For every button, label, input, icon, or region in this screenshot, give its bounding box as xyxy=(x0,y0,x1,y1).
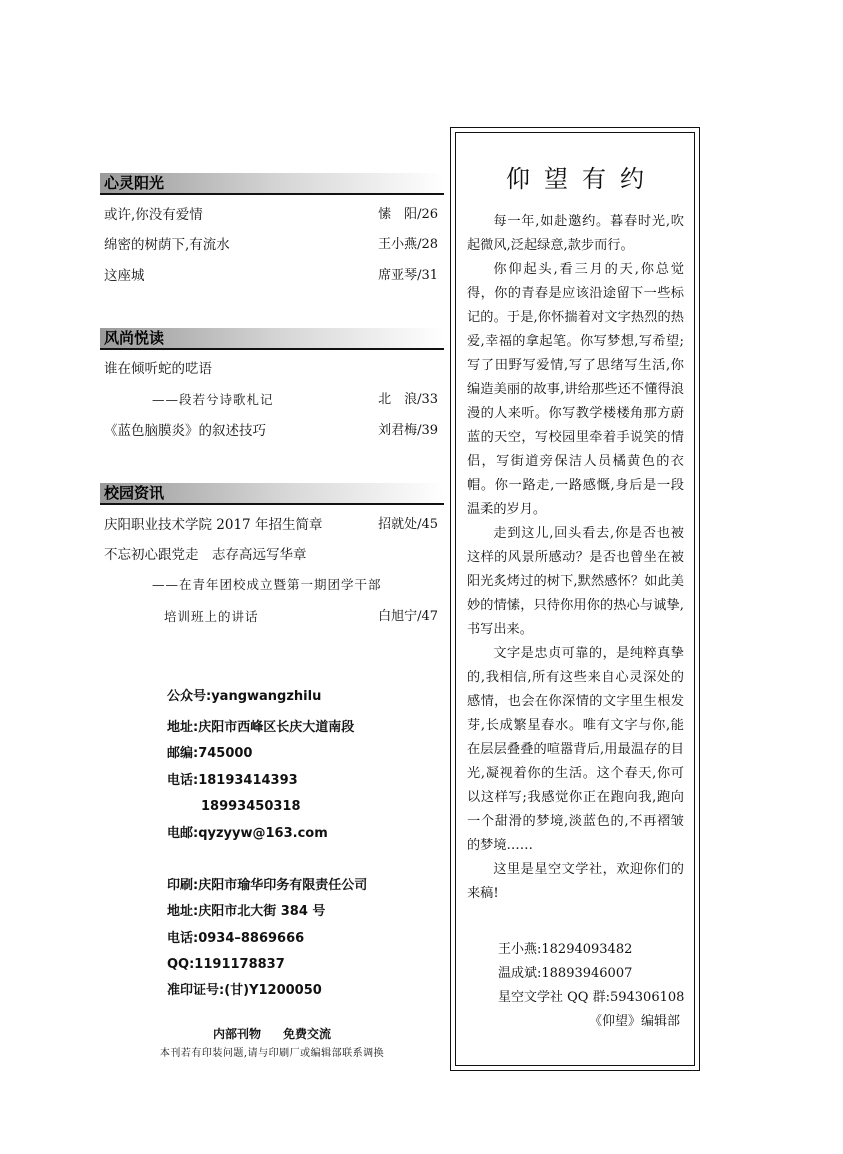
toc-title: 绵密的树荫下,有流水 xyxy=(104,237,230,253)
printer-phone: 电话:0934–8869666 xyxy=(167,931,305,946)
invitation-box xyxy=(450,127,700,1071)
paragraph: 你仰起头,看三月的天,你总觉得，你的青春是应该沿途留下一些标记的。于是,你怀揣着对文字热烈的热爱,幸福的拿起笔。你写梦想,写希望;写了田野写爱情,写了思绪写生活,你编造美丽的故事,讲给那些还不懂得浪漫的人来听。你写教学楼楼角那方蔚蓝的天空，写校园里牵着手说笑的情侣，写街道旁保洁人员橘黄色的衣帽。你一路走,一路感慨,身后是一段温柔的岁月。 xyxy=(467,262,684,517)
section-fengshang xyxy=(100,328,444,350)
toc-row[interactable] xyxy=(104,607,438,627)
toc-author-page: 席亚琴/31 xyxy=(378,268,438,283)
section-header xyxy=(100,483,444,505)
toc-author-page: 白旭宁/47 xyxy=(378,609,438,624)
box-contacts xyxy=(498,938,684,1034)
toc-row[interactable] xyxy=(104,515,438,535)
toc-row[interactable] xyxy=(104,266,438,286)
toc-row[interactable] xyxy=(104,421,438,441)
toc-title: 不忘初心跟党走 志存高远写华章 xyxy=(104,547,307,563)
toc-title: 或许,你没有爱情 xyxy=(104,207,203,223)
phone-secondary: 18993450318 xyxy=(201,799,301,814)
qq-number: QQ:1191178837 xyxy=(167,957,285,972)
section-title: 心灵阳光 xyxy=(104,174,165,192)
address: 地址:庆阳市西峰区长庆大道南段 xyxy=(167,720,355,735)
toc-row[interactable] xyxy=(104,205,438,225)
toc-row[interactable] xyxy=(104,390,438,410)
toc-author-page: 愫 阳/26 xyxy=(378,207,438,222)
paragraph: 这里是星空文学社，欢迎你们的来稿! xyxy=(467,862,684,901)
contact-line: 王小燕:18294093482 xyxy=(498,942,633,957)
section-title: 校园资讯 xyxy=(104,484,165,502)
section-header xyxy=(100,328,444,350)
toc-row[interactable] xyxy=(104,575,438,595)
toc-title: 《蓝色脑膜炎》的叙述技巧 xyxy=(104,423,266,439)
toc-row[interactable] xyxy=(104,235,438,255)
toc-row[interactable] xyxy=(104,359,438,379)
box-body xyxy=(467,210,684,906)
section-header xyxy=(100,173,444,195)
toc-subtitle: ——在青年团校成立暨第一期团学干部 xyxy=(152,577,382,592)
toc-title: 谁在倾听蛇的呓语 xyxy=(104,361,212,377)
section-title: 风尚悦读 xyxy=(104,329,165,347)
toc-author-page: 刘君梅/39 xyxy=(378,423,438,438)
phone: 电话:18193414393 xyxy=(167,773,298,788)
email: 电邮:qyzyyw@163.com xyxy=(167,826,328,841)
toc-title: 庆阳职业技术学院 2017 年招生简章 xyxy=(104,517,323,533)
toc-title: 这座城 xyxy=(104,268,145,284)
box-title: 仰望有约 xyxy=(506,165,658,193)
toc-author-page: 北 浪/33 xyxy=(378,392,438,407)
toc-subtitle: 培训班上的讲话 xyxy=(164,609,259,624)
free-exchange-label: 免费交流 xyxy=(283,1027,332,1041)
footer-labels xyxy=(100,1025,444,1042)
section-xinling xyxy=(100,173,444,195)
wechat-account: 公众号:yangwangzhilu xyxy=(167,689,322,704)
toc-author-page: 王小燕/28 xyxy=(378,237,438,252)
paragraph: 每一年,如赴邀约。暮春时光,吹起微风,泛起绿意,款步而行。 xyxy=(467,214,684,253)
section-xiaoyuan xyxy=(100,483,444,505)
print-permit: 准印证号:(甘)Y1200050 xyxy=(167,983,322,998)
contact-line: 星空文学社 QQ 群:594306108 xyxy=(498,990,685,1005)
printer: 印刷:庆阳市瑜华印务有限责任公司 xyxy=(167,878,368,893)
paragraph: 走到这儿,回头看去,你是否也被这样的风景所感动？是否也曾坐在被阳光炙烤过的树下,默然感怀？如此美妙的情愫，只待你用你的热心与诚挚,书写出来。 xyxy=(467,526,684,637)
internal-publication-label: 内部刊物 xyxy=(212,1027,261,1041)
editorial-signature: 《仰望》编辑部 xyxy=(588,1014,680,1029)
printer-address: 地址:庆阳市北大街 384 号 xyxy=(167,904,326,919)
invitation-box-inner xyxy=(455,132,695,1066)
toc-subtitle: ——段若兮诗歌札记 xyxy=(152,392,274,407)
paragraph: 文字是忠贞可靠的，是纯粹真挚的,我相信,所有这些来自心灵深处的感情，也会在你深情的文字里生根发芽,长成繁星春水。唯有文字与你,能在层层叠叠的喧嚣背后,用最温存的目光,凝视着你的生活。这个春天,你可以这样写;我感觉你正在跑向我,跑向一个甜滑的梦境,淡蓝色的,不再褶皱的梦境…… xyxy=(467,646,684,853)
toc-author-page: 招就处/45 xyxy=(378,517,438,532)
toc-row[interactable] xyxy=(104,545,438,565)
postcode: 邮编:745000 xyxy=(167,746,253,761)
contact-line: 温成斌:18893946007 xyxy=(498,966,633,981)
footer-notice: 本刊若有印装问题,请与印刷厂或编辑部联系调换 xyxy=(159,1048,385,1059)
